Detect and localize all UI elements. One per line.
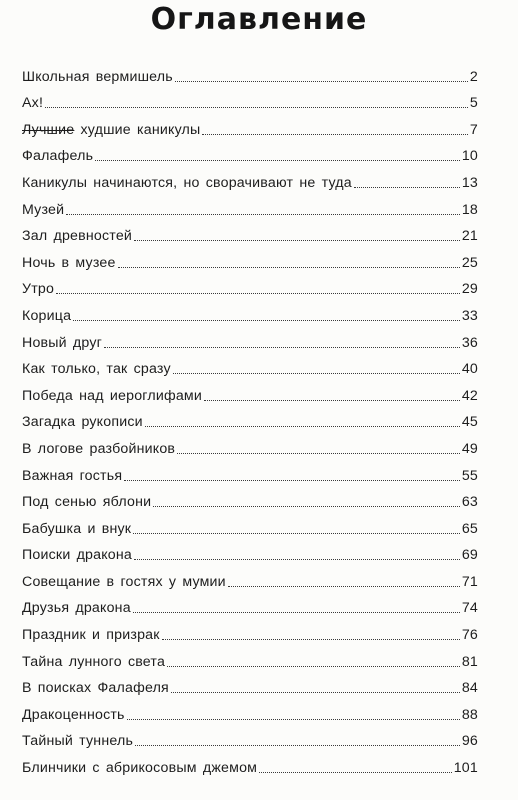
toc-entry: [22, 352, 478, 379]
table-of-contents: [22, 59, 478, 777]
toc-entry-title: В поисках Фалафеля: [22, 680, 169, 697]
toc-entry: [22, 86, 478, 113]
dot-leader: [167, 666, 460, 667]
dot-leader: [175, 81, 468, 82]
toc-entry-title: Важная гостья: [22, 467, 123, 484]
toc-entry: [22, 59, 478, 86]
toc-entry: [22, 139, 478, 166]
toc-entry: [22, 617, 478, 644]
toc-entry: [22, 298, 478, 325]
dot-leader: [259, 772, 452, 773]
toc-entry: [22, 245, 478, 272]
toc-entry: [22, 325, 478, 352]
toc-entry-title: Поиски дракона: [22, 547, 133, 564]
toc-entry-page-number: 69: [461, 547, 478, 564]
dot-leader: [133, 612, 460, 613]
toc-entry-title: Бабушка и внук: [22, 520, 132, 537]
dot-leader: [127, 719, 460, 720]
toc-entry: [22, 750, 478, 777]
dot-leader: [354, 187, 460, 188]
dot-leader: [145, 426, 460, 427]
dot-leader: [104, 347, 460, 348]
dot-leader: [45, 107, 468, 108]
toc-entry: [22, 378, 478, 405]
toc-entry: [22, 192, 478, 219]
toc-entry-page-number: 13: [461, 174, 478, 191]
toc-entry-title: Тайный туннель: [22, 733, 134, 750]
toc-entry-title: Ах!: [22, 95, 44, 112]
toc-entry-page-number: 101: [453, 760, 478, 777]
toc-entry-title: В логове разбойников: [22, 440, 176, 457]
toc-entry-page-number: 10: [461, 148, 478, 165]
toc-entry-title: Школьная вермишель: [22, 68, 173, 85]
toc-entry-title: Блинчики с абрикосовым джемом: [22, 760, 258, 777]
toc-entry-title: Ночь в музее: [22, 254, 116, 271]
toc-entry-page-number: 81: [461, 653, 478, 670]
toc-entry-title: Праздник и призрак: [22, 627, 160, 644]
toc-entry-page-number: 65: [461, 520, 478, 537]
toc-entry: [22, 671, 478, 698]
dot-leader: [134, 559, 460, 560]
toc-entry-page-number: 7: [469, 121, 478, 138]
toc-entry-page-number: 18: [461, 201, 478, 218]
toc-entry-page-number: 2: [469, 68, 478, 85]
dot-leader: [95, 160, 460, 161]
toc-entry: [22, 538, 478, 565]
toc-entry-title: Победа над иероглифами: [22, 387, 202, 404]
toc-entry: [22, 724, 478, 751]
dot-leader: [134, 240, 460, 241]
dot-leader: [73, 320, 460, 321]
toc-entry-title: Новый друг: [22, 334, 103, 351]
toc-entry-page-number: 88: [461, 706, 478, 723]
toc-entry-page-number: 49: [461, 440, 478, 457]
toc-entry-title: Совещание в гостях у мумии: [22, 573, 226, 590]
toc-entry-page-number: 55: [461, 467, 478, 484]
toc-entry-title: Друзья дракона: [22, 600, 131, 617]
toc-entry-page-number: 71: [461, 573, 478, 590]
toc-entry: [22, 644, 478, 671]
toc-entry-page-number: 96: [461, 733, 478, 750]
toc-entry-page-number: 36: [461, 334, 478, 351]
toc-entry-title: Музей: [22, 201, 65, 218]
dot-leader: [204, 400, 460, 401]
dot-leader: [171, 692, 460, 693]
toc-entry-title: [22, 121, 200, 139]
toc-entry: [22, 431, 478, 458]
dot-leader: [118, 267, 460, 268]
toc-entry: [22, 165, 478, 192]
page-title: Оглавление: [150, 2, 368, 37]
toc-entry: [22, 272, 478, 299]
toc-entry-page-number: 5: [469, 95, 478, 112]
dot-leader: [173, 373, 460, 374]
toc-entry-page-number: 29: [461, 281, 478, 298]
toc-entry-title-text: худшие каникулы: [74, 121, 201, 138]
dot-leader: [153, 506, 460, 507]
toc-entry-page-number: 21: [461, 228, 478, 245]
toc-entry-title: Корица: [22, 307, 72, 324]
toc-entry: [22, 511, 478, 538]
toc-entry-title: Каникулы начинаются, но сворачивают не туда: [22, 174, 352, 191]
dot-leader: [56, 293, 460, 294]
toc-entry-page-number: 40: [461, 361, 478, 378]
toc-entry-page-number: 74: [461, 600, 478, 617]
dot-leader: [124, 480, 460, 481]
toc-entry: [22, 405, 478, 432]
toc-entry-title: Дракоценность: [22, 706, 125, 723]
dot-leader: [133, 533, 460, 534]
toc-entry-page-number: 25: [461, 254, 478, 271]
toc-entry: [22, 697, 478, 724]
toc-entry: [22, 219, 478, 246]
toc-entry: [22, 112, 478, 139]
toc-entry-page-number: 76: [461, 627, 478, 644]
toc-entry-title: Загадка рукописи: [22, 414, 143, 431]
toc-entry-page-number: 33: [461, 307, 478, 324]
toc-entry-page-number: 45: [461, 414, 478, 431]
struck-word: Лучшие: [22, 121, 75, 138]
toc-entry-title: Тайна лунного света: [22, 653, 166, 670]
toc-entry-title: Как только, так сразу: [22, 361, 171, 378]
toc-entry-title: Зал древностей: [22, 228, 133, 245]
dot-leader: [66, 214, 460, 215]
toc-entry-title: Фалафель: [22, 148, 94, 165]
toc-entry: [22, 591, 478, 618]
toc-entry-title: Под сенью яблони: [22, 494, 152, 511]
dot-leader: [228, 586, 460, 587]
toc-entry: [22, 564, 478, 591]
dot-leader: [162, 639, 460, 640]
dot-leader: [135, 745, 460, 746]
dot-leader: [177, 453, 460, 454]
toc-entry-page-number: 84: [461, 680, 478, 697]
toc-entry: [22, 485, 478, 512]
toc-entry: [22, 458, 478, 485]
dot-leader: [202, 134, 467, 135]
toc-entry-title: Утро: [22, 281, 55, 298]
toc-entry-page-number: 63: [461, 494, 478, 511]
toc-entry-page-number: 42: [461, 387, 478, 404]
